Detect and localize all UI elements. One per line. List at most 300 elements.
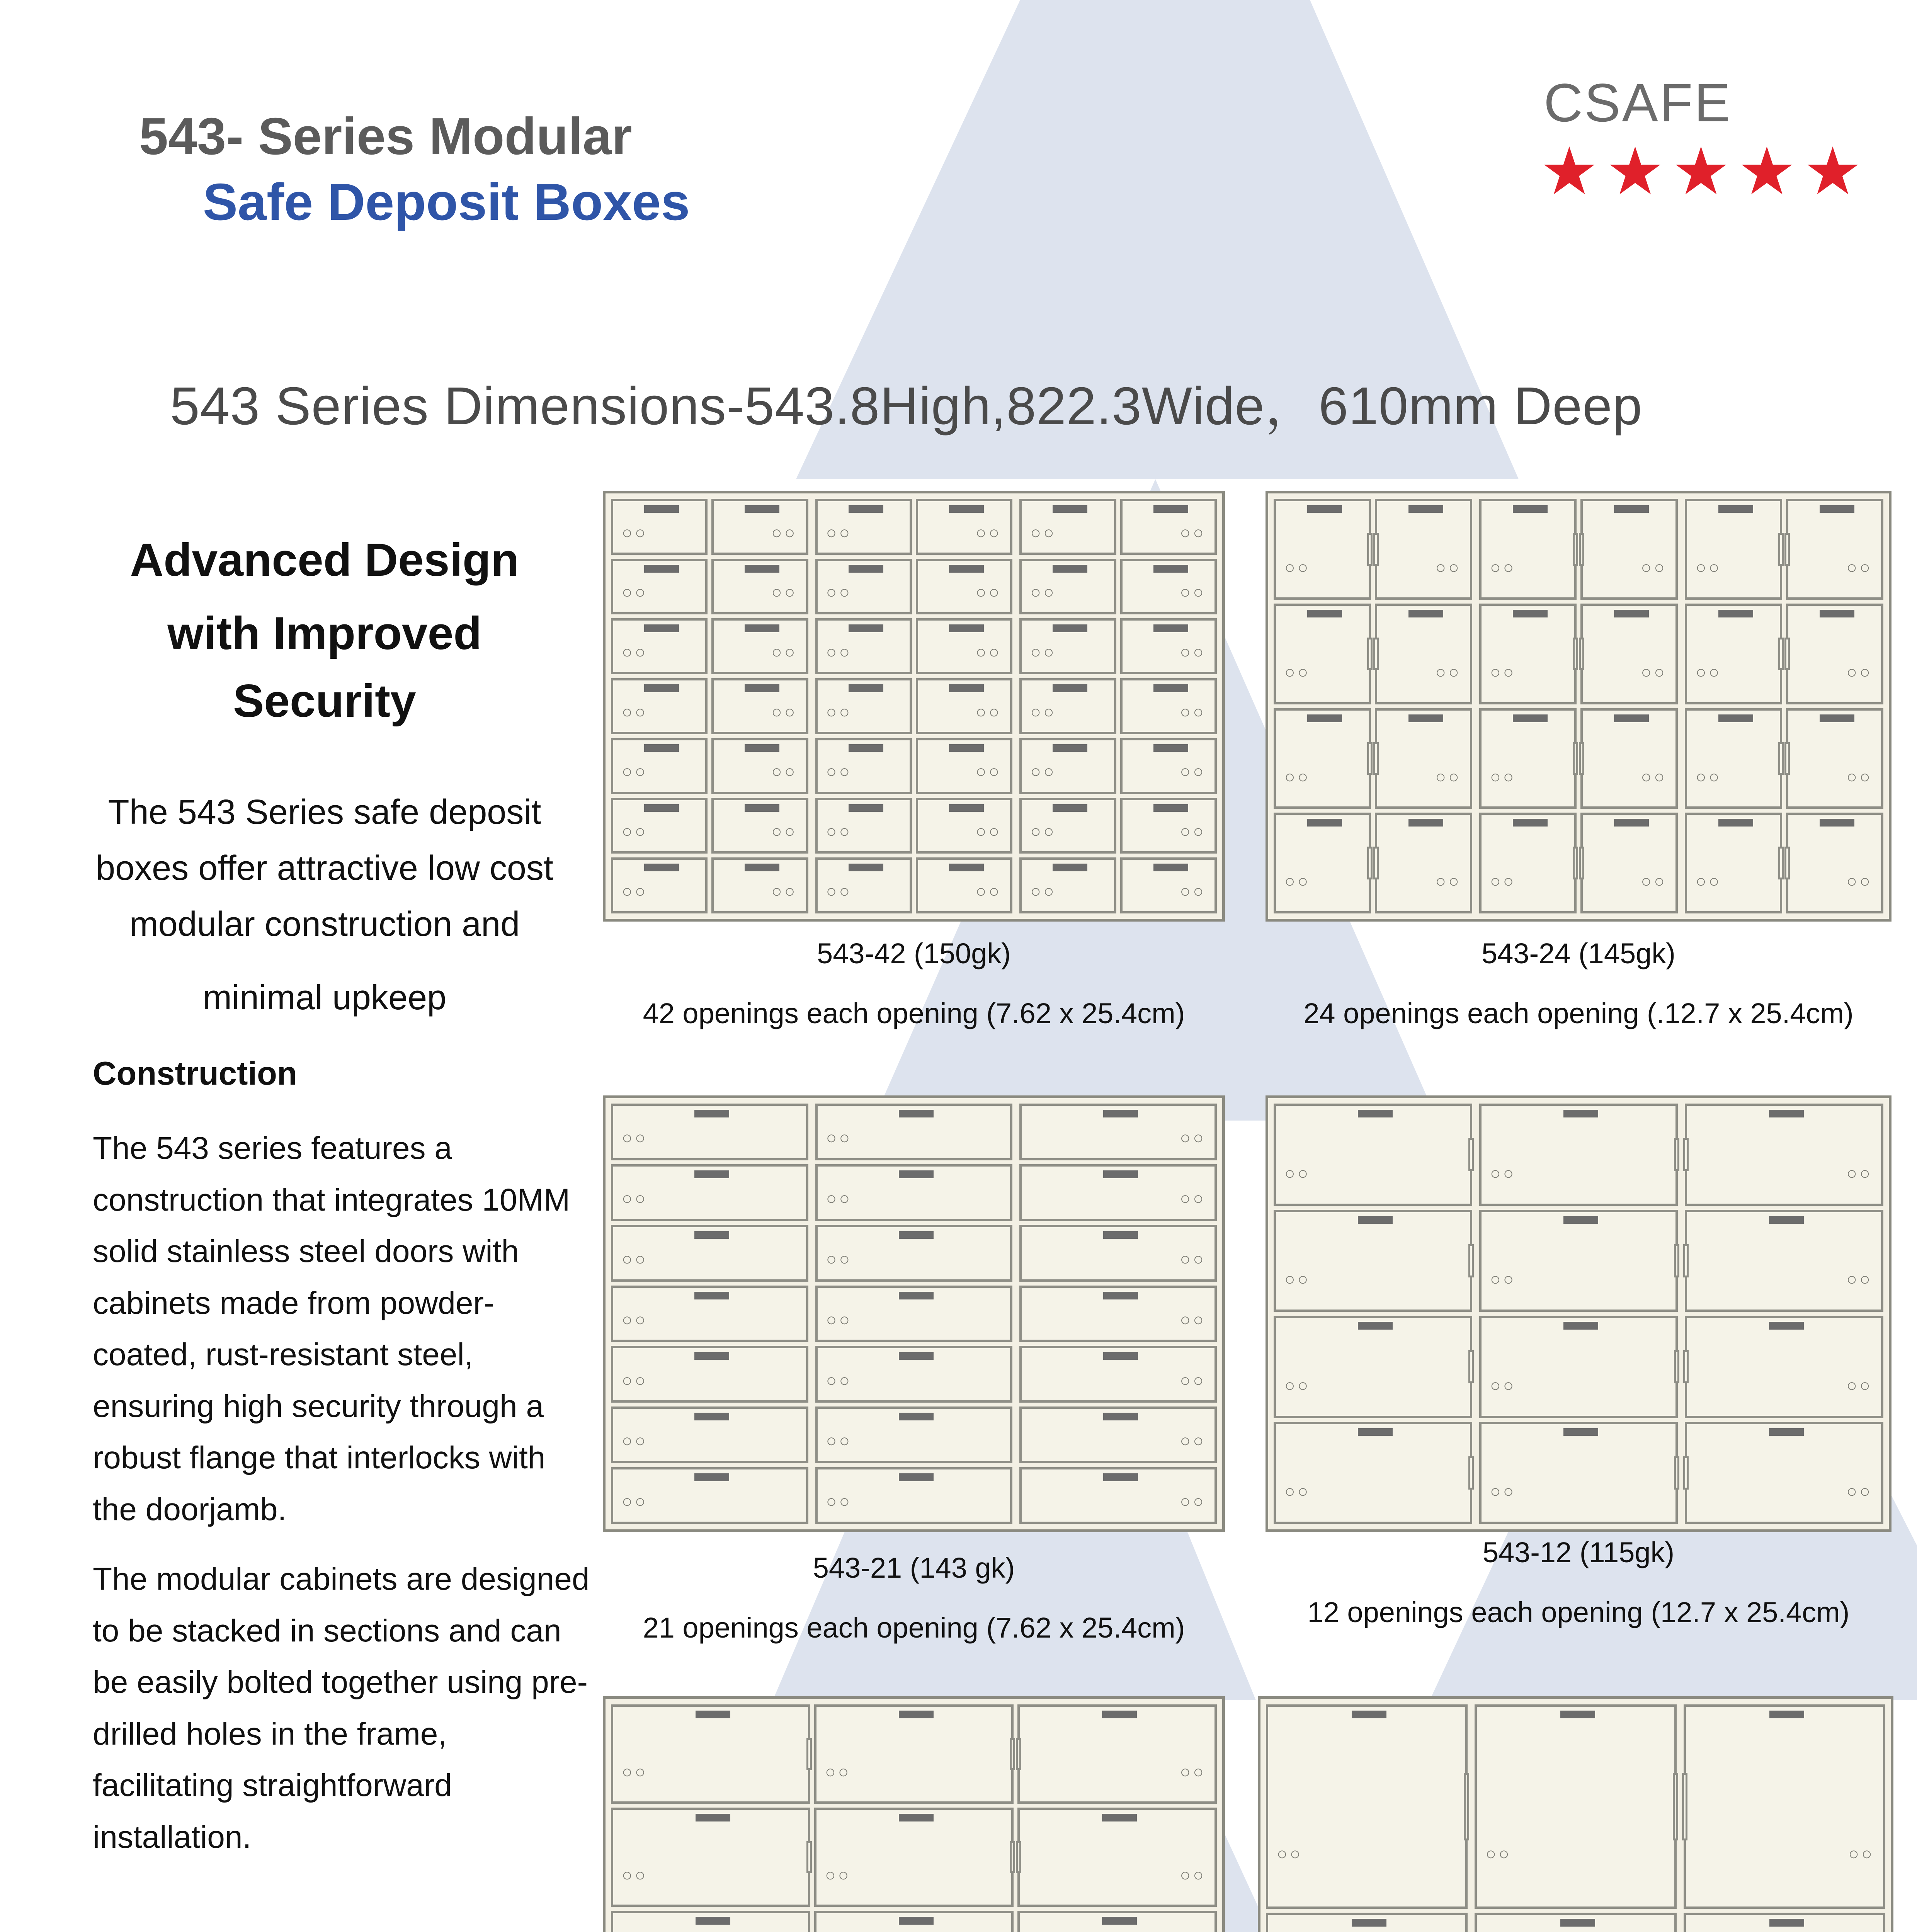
keyhole-pair-icon: ○○ (825, 1761, 851, 1782)
box-door (611, 798, 708, 854)
box-door (611, 499, 708, 555)
door-label-slot (644, 684, 679, 692)
box-door (916, 738, 1012, 794)
door-label-slot (1614, 505, 1649, 513)
door-label-slot (949, 624, 984, 632)
box-door (711, 499, 808, 555)
box-door (1274, 1422, 1472, 1524)
cabinet-543-12 (1266, 1095, 1891, 1532)
door-hinge (1674, 1244, 1679, 1277)
door-label-slot (949, 505, 984, 513)
door-hinge (1010, 1841, 1015, 1873)
door-label-slot (1513, 610, 1548, 617)
keyhole-pair-icon: ○○ (1284, 1375, 1311, 1395)
keyhole-pair-icon: ○○ (622, 881, 648, 901)
door-hinge (1784, 533, 1790, 566)
door-label-slot (949, 864, 984, 871)
box-door (1017, 1808, 1217, 1907)
door-label-slot (1769, 1216, 1804, 1224)
keyhole-pair-icon: ○○ (1641, 871, 1667, 891)
door-hinge (1468, 1350, 1474, 1383)
keyhole-pair-icon: ○○ (771, 701, 798, 722)
star-rating: ★★★★★ (1540, 135, 1869, 208)
box-door (916, 857, 1012, 913)
door-label-slot (1560, 1919, 1595, 1927)
box-door (711, 618, 808, 674)
door-label-slot (694, 1292, 729, 1299)
door-hinge (1367, 533, 1373, 566)
box-door (815, 559, 912, 615)
keyhole-pair-icon: ○○ (975, 522, 1002, 543)
box-door (1685, 813, 1782, 913)
keyhole-pair-icon: ○○ (622, 522, 648, 543)
keyhole-pair-icon: ○○ (826, 701, 852, 722)
keyhole-pair-icon: ○○ (622, 582, 648, 602)
door-label-slot (849, 744, 883, 752)
door-label-slot (949, 684, 984, 692)
keyhole-pair-icon: ○○ (622, 1370, 648, 1390)
keyhole-pair-icon: ○○ (1435, 766, 1461, 787)
keyhole-pair-icon: ○○ (1435, 662, 1461, 682)
door-label-slot (1820, 819, 1854, 827)
keyhole-pair-icon: ○○ (1180, 641, 1206, 662)
model-543-12-name: 543-12 (115gk) (1482, 1536, 1675, 1568)
door-label-slot (1103, 1352, 1138, 1360)
door-label-slot (696, 1917, 730, 1925)
box-door (1685, 1422, 1883, 1524)
keyhole-pair-icon: ○○ (1846, 1481, 1873, 1502)
keyhole-pair-icon: ○○ (1490, 662, 1516, 682)
keyhole-pair-icon: ○○ (1696, 557, 1722, 578)
keyhole-pair-icon: ○○ (826, 522, 852, 543)
door-label-slot (694, 1110, 729, 1117)
box-door (1684, 1913, 1885, 1932)
box-door (1479, 813, 1577, 913)
door-label-slot (745, 804, 779, 812)
keyhole-pair-icon: ○○ (826, 881, 852, 901)
keyhole-pair-icon: ○○ (1030, 582, 1056, 602)
door-label-slot (1614, 819, 1649, 827)
intro-line-1: The 543 Series safe deposit (108, 793, 541, 832)
keyhole-pair-icon: ○○ (975, 761, 1002, 782)
box-door (1479, 708, 1577, 809)
keyhole-pair-icon: ○○ (1846, 1375, 1873, 1395)
keyhole-pair-icon: ○○ (1180, 1430, 1206, 1451)
box-door (1685, 604, 1782, 704)
box-door (815, 798, 912, 854)
box-door (1375, 499, 1472, 600)
cabinet-543-21 (603, 1095, 1225, 1532)
door-label-slot (1103, 1231, 1138, 1239)
box-door (711, 678, 808, 734)
construction-paragraph-1: The 543 series features a construction that integrates 10MM solid stainless steel doors with cabinets made from powder-coated, rust-resistant steel, ensuring high security through a robust flange that interlocks with the doorjamb. (93, 1131, 570, 1527)
door-label-slot (1563, 1322, 1598, 1330)
box-door (1120, 857, 1217, 913)
door-label-slot (745, 864, 779, 871)
door-label-slot (849, 864, 883, 871)
box-door (1580, 813, 1678, 913)
box-door (1120, 738, 1217, 794)
door-label-slot (1053, 864, 1087, 871)
keyhole-pair-icon: ○○ (622, 1430, 648, 1451)
door-label-slot (1153, 744, 1188, 752)
keyhole-pair-icon: ○○ (1180, 1491, 1206, 1512)
box-door (815, 738, 912, 794)
keyhole-pair-icon: ○○ (1030, 522, 1056, 543)
box-door (1479, 1422, 1678, 1524)
keyhole-pair-icon: ○○ (1284, 1481, 1311, 1502)
box-door (1019, 738, 1116, 794)
cabinet-543-9 (603, 1696, 1225, 1932)
door-label-slot (1769, 1110, 1804, 1117)
box-door (916, 798, 1012, 854)
door-label-slot (644, 565, 679, 573)
box-door (611, 738, 708, 794)
box-door (815, 1104, 1013, 1160)
box-door (1786, 499, 1883, 600)
box-door (611, 618, 708, 674)
box-door (1580, 604, 1678, 704)
box-door (611, 1286, 808, 1342)
door-label-slot (949, 804, 984, 812)
keyhole-pair-icon: ○○ (975, 821, 1002, 842)
box-door (815, 1225, 1013, 1282)
door-label-slot (644, 804, 679, 812)
box-door (1475, 1704, 1676, 1909)
box-door (1580, 708, 1678, 809)
keyhole-pair-icon: ○○ (1284, 557, 1311, 578)
model-543-21-detail: 21 openings each opening (7.62 x 25.4cm) (643, 1612, 1185, 1644)
box-door (1274, 499, 1371, 600)
door-hinge (1579, 638, 1584, 670)
door-label-slot (899, 1711, 934, 1718)
box-door (1017, 1704, 1217, 1804)
keyhole-pair-icon: ○○ (1030, 761, 1056, 782)
box-door (815, 1406, 1013, 1463)
keyhole-pair-icon: ○○ (1180, 701, 1206, 722)
box-door (1019, 1346, 1217, 1403)
box-door (815, 618, 912, 674)
model-543-24-detail: 24 openings each opening (.12.7 x 25.4cm) (1303, 997, 1854, 1029)
keyhole-pair-icon: ○○ (771, 821, 798, 842)
box-door (1479, 1210, 1678, 1312)
door-label-slot (1408, 819, 1443, 827)
box-door (1017, 1911, 1217, 1932)
brand-logo-text: CSAFE (1544, 72, 1732, 133)
cabinet-543-42 (603, 491, 1225, 922)
box-door (1375, 708, 1472, 809)
keyhole-pair-icon: ○○ (1180, 1761, 1206, 1782)
cabinet-543-24 (1266, 491, 1891, 922)
door-hinge (806, 1738, 812, 1770)
door-hinge (1016, 1841, 1021, 1873)
box-door (1475, 1913, 1676, 1932)
box-door (1375, 813, 1472, 913)
box-door (1019, 1406, 1217, 1463)
title-line-2: Safe Deposit Boxes (203, 173, 690, 231)
box-door (1685, 708, 1782, 809)
series-dimensions: 543 Series Dimensions-543.8High,822.3Wide，610mm Deep (170, 376, 1643, 436)
keyhole-pair-icon: ○○ (826, 1491, 852, 1512)
keyhole-pair-icon: ○○ (771, 761, 798, 782)
keyhole-pair-icon: ○○ (1284, 871, 1311, 891)
keyhole-pair-icon: ○○ (1846, 662, 1873, 682)
door-label-slot (1153, 505, 1188, 513)
box-door (1786, 708, 1883, 809)
keyhole-pair-icon: ○○ (1030, 821, 1056, 842)
door-label-slot (696, 1711, 730, 1718)
door-hinge (1373, 847, 1379, 879)
door-label-slot (694, 1413, 729, 1420)
door-label-slot (899, 1170, 934, 1178)
door-hinge (1784, 847, 1790, 879)
box-door (611, 1164, 808, 1221)
door-label-slot (1358, 1322, 1393, 1330)
box-door (611, 1808, 810, 1907)
keyhole-pair-icon: ○○ (1180, 1128, 1206, 1148)
box-door (815, 857, 912, 913)
door-label-slot (1614, 610, 1649, 617)
box-door (611, 1911, 810, 1932)
box-door (1479, 499, 1577, 600)
door-hinge (1778, 638, 1784, 670)
door-hinge (1579, 533, 1584, 566)
keyhole-pair-icon: ○○ (771, 881, 798, 901)
box-door (1274, 1316, 1472, 1418)
keyhole-pair-icon: ○○ (1490, 871, 1516, 891)
door-label-slot (1769, 1322, 1804, 1330)
box-door (711, 559, 808, 615)
door-label-slot (644, 624, 679, 632)
keyhole-pair-icon: ○○ (1490, 766, 1516, 787)
door-label-slot (644, 505, 679, 513)
keyhole-pair-icon: ○○ (1848, 1844, 1874, 1864)
door-label-slot (745, 505, 779, 513)
keyhole-pair-icon: ○○ (975, 881, 1002, 901)
door-label-slot (1513, 505, 1548, 513)
box-door (1019, 1467, 1217, 1524)
box-door (1120, 678, 1217, 734)
door-label-slot (899, 1413, 934, 1420)
box-door (814, 1808, 1014, 1907)
title-line-1: 543- Series Modular (139, 107, 632, 165)
model-543-21-name: 543-21 (143 gk) (813, 1552, 1015, 1584)
door-label-slot (1053, 505, 1087, 513)
door-hinge (1573, 847, 1578, 879)
door-hinge (1468, 1244, 1474, 1277)
box-door (814, 1911, 1014, 1932)
box-door (1685, 1104, 1883, 1206)
headline-line-3: Security (233, 675, 416, 727)
box-door (916, 678, 1012, 734)
door-label-slot (1769, 1428, 1804, 1436)
headline-line-1: Advanced Design (130, 534, 519, 586)
keyhole-pair-icon: ○○ (826, 1370, 852, 1390)
door-label-slot (899, 1292, 934, 1299)
construction-heading: Construction (93, 1055, 297, 1092)
door-label-slot (644, 864, 679, 871)
keyhole-pair-icon: ○○ (1846, 1269, 1873, 1289)
door-label-slot (1053, 744, 1087, 752)
door-hinge (1674, 1138, 1679, 1171)
door-label-slot (1153, 804, 1188, 812)
door-label-slot (849, 684, 883, 692)
door-hinge (1579, 742, 1584, 775)
keyhole-pair-icon: ○○ (1846, 557, 1873, 578)
box-door (814, 1704, 1014, 1804)
keyhole-pair-icon: ○○ (1180, 582, 1206, 602)
door-label-slot (1358, 1216, 1393, 1224)
box-door (1019, 678, 1116, 734)
box-door (611, 857, 708, 913)
box-door (611, 1346, 808, 1403)
box-door (1685, 1316, 1883, 1418)
door-label-slot (1307, 610, 1342, 617)
box-door (711, 738, 808, 794)
keyhole-pair-icon: ○○ (1490, 1375, 1516, 1395)
door-label-slot (849, 565, 883, 573)
box-door (1266, 1704, 1468, 1909)
keyhole-pair-icon: ○○ (1284, 662, 1311, 682)
keyhole-pair-icon: ○○ (622, 1128, 648, 1148)
keyhole-pair-icon: ○○ (1641, 557, 1667, 578)
keyhole-pair-icon: ○○ (1030, 881, 1056, 901)
door-label-slot (1563, 1216, 1598, 1224)
door-label-slot (745, 565, 779, 573)
keyhole-pair-icon: ○○ (1485, 1844, 1512, 1864)
box-door (916, 499, 1012, 555)
door-hinge (1373, 742, 1379, 775)
door-label-slot (745, 744, 779, 752)
box-door (611, 1104, 808, 1160)
door-label-slot (1102, 1814, 1137, 1821)
box-door (815, 1164, 1013, 1221)
door-label-slot (899, 1231, 934, 1239)
door-hinge (1016, 1738, 1021, 1770)
keyhole-pair-icon: ○○ (1180, 821, 1206, 842)
door-hinge (1683, 1456, 1689, 1490)
door-label-slot (1408, 505, 1443, 513)
door-label-slot (899, 1917, 934, 1925)
keyhole-pair-icon: ○○ (1180, 761, 1206, 782)
door-hinge (1683, 1350, 1689, 1383)
door-hinge (1673, 1773, 1678, 1841)
door-label-slot (694, 1473, 729, 1481)
keyhole-pair-icon: ○○ (1284, 766, 1311, 787)
door-label-slot (849, 804, 883, 812)
door-label-slot (1820, 714, 1854, 722)
door-label-slot (694, 1231, 729, 1239)
door-hinge (1464, 1773, 1469, 1841)
box-door (815, 499, 912, 555)
box-door (1786, 813, 1883, 913)
headline-line-2: with Improved (167, 607, 482, 659)
box-door (1684, 1704, 1885, 1909)
keyhole-pair-icon: ○○ (1846, 766, 1873, 787)
keyhole-pair-icon: ○○ (1846, 1163, 1873, 1183)
box-door (1274, 1104, 1472, 1206)
keyhole-pair-icon: ○○ (1180, 1370, 1206, 1390)
box-door (1580, 499, 1678, 600)
door-hinge (1367, 847, 1373, 879)
door-hinge (1468, 1456, 1474, 1490)
keyhole-pair-icon: ○○ (975, 701, 1002, 722)
door-label-slot (1614, 714, 1649, 722)
door-label-slot (1153, 684, 1188, 692)
door-hinge (1367, 742, 1373, 775)
door-label-slot (1153, 624, 1188, 632)
keyhole-pair-icon: ○○ (826, 1309, 852, 1330)
box-door (1479, 1316, 1678, 1418)
keyhole-pair-icon: ○○ (1277, 1844, 1303, 1864)
door-hinge (1373, 533, 1379, 566)
box-door (1019, 499, 1116, 555)
door-label-slot (899, 1352, 934, 1360)
keyhole-pair-icon: ○○ (771, 641, 798, 662)
keyhole-pair-icon: ○○ (1180, 881, 1206, 901)
keyhole-pair-icon: ○○ (1180, 1864, 1206, 1885)
door-hinge (1778, 742, 1784, 775)
box-door (1120, 618, 1217, 674)
keyhole-pair-icon: ○○ (826, 641, 852, 662)
box-door (711, 798, 808, 854)
door-label-slot (1718, 714, 1753, 722)
door-label-slot (1103, 1110, 1138, 1117)
box-door (1786, 604, 1883, 704)
door-label-slot (1358, 1428, 1393, 1436)
box-door (611, 559, 708, 615)
box-door (1274, 1210, 1472, 1312)
keyhole-pair-icon: ○○ (622, 1864, 648, 1885)
door-label-slot (849, 505, 883, 513)
door-label-slot (1408, 714, 1443, 722)
door-label-slot (1563, 1110, 1598, 1117)
keyhole-pair-icon: ○○ (826, 1248, 852, 1269)
box-door (1019, 1164, 1217, 1221)
door-hinge (1683, 1244, 1689, 1277)
box-door (1019, 1286, 1217, 1342)
keyhole-pair-icon: ○○ (975, 582, 1002, 602)
door-hinge (1784, 742, 1790, 775)
door-hinge (1674, 1456, 1679, 1490)
door-label-slot (1103, 1413, 1138, 1420)
model-543-12-detail: 12 openings each opening (12.7 x 25.4cm) (1307, 1596, 1850, 1628)
keyhole-pair-icon: ○○ (1030, 641, 1056, 662)
door-label-slot (1718, 610, 1753, 617)
door-label-slot (1153, 565, 1188, 573)
door-label-slot (1103, 1292, 1138, 1299)
door-label-slot (1769, 1919, 1804, 1927)
door-label-slot (745, 684, 779, 692)
box-door (1120, 559, 1217, 615)
box-door (1019, 618, 1116, 674)
door-label-slot (849, 624, 883, 632)
door-hinge (806, 1841, 812, 1873)
keyhole-pair-icon: ○○ (622, 1309, 648, 1330)
door-label-slot (1103, 1473, 1138, 1481)
model-543-42-name: 543-42 (150gk) (817, 937, 1011, 969)
door-hinge (1010, 1738, 1015, 1770)
box-door (1019, 798, 1116, 854)
keyhole-pair-icon: ○○ (1490, 1269, 1516, 1289)
door-label-slot (1358, 1110, 1393, 1117)
keyhole-pair-icon: ○○ (622, 761, 648, 782)
door-label-slot (1408, 610, 1443, 617)
door-label-slot (694, 1352, 729, 1360)
door-label-slot (1053, 684, 1087, 692)
keyhole-pair-icon: ○○ (622, 701, 648, 722)
keyhole-pair-icon: ○○ (1641, 766, 1667, 787)
